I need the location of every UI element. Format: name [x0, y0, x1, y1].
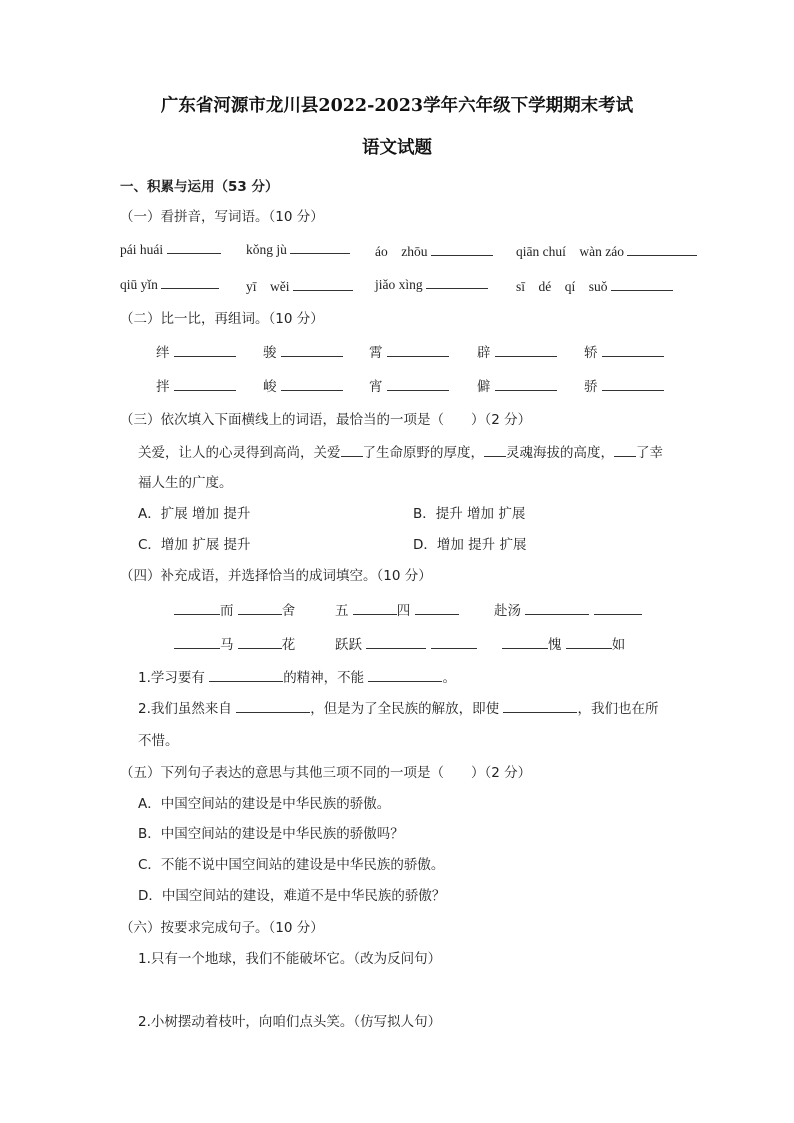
section-heading: 一、积累与运用（53 分）: [120, 179, 279, 195]
q3-option-c[interactable]: C．增加 扩展 提升: [138, 537, 251, 553]
answer-blank[interactable]: [368, 668, 442, 682]
page-subtitle: 语文试题: [362, 138, 432, 158]
character: 骏: [263, 345, 277, 361]
pinyin: pái huái: [120, 242, 164, 257]
answer-blank[interactable]: [484, 443, 506, 457]
pinyin: sī dé qí suǒ: [516, 279, 608, 294]
character: 峻: [263, 379, 277, 395]
q6-heading: （六）按要求完成句子。（10 分）: [120, 920, 324, 936]
answer-blank[interactable]: [525, 601, 589, 615]
answer-blank[interactable]: [602, 343, 664, 357]
character: 霄: [369, 345, 383, 361]
answer-blank[interactable]: [431, 242, 493, 256]
answer-blank[interactable]: [209, 668, 283, 682]
answer-blank[interactable]: [238, 601, 282, 615]
q3-heading: （三）依次填入下面横线上的词语，最恰当的一项是（ ）（2 分）: [120, 412, 532, 428]
answer-blank[interactable]: [503, 699, 577, 713]
q3-option-b[interactable]: B．提升 增加 扩展: [413, 506, 526, 522]
page-title: 广东省河源市龙川县2022-2023学年六年级下学期期末考试: [160, 96, 634, 116]
answer-blank[interactable]: [611, 277, 673, 291]
answer-blank[interactable]: [602, 377, 664, 391]
answer-blank[interactable]: [293, 277, 353, 291]
character: 宵: [369, 379, 383, 395]
character: 骄: [584, 379, 598, 395]
q5-option-d[interactable]: D．中国空间站的建设，难道不是中华民族的骄傲？: [138, 888, 446, 904]
q4-sentence-1: 1.学习要有 的精神，不能 。: [138, 670, 456, 686]
q5-option-b[interactable]: B．中国空间站的建设是中华民族的骄傲吗？: [138, 826, 404, 842]
q6-item-2: 2.小树摆动着枝叶，向咱们点头笑。（仿写拟人句）: [138, 1014, 442, 1030]
answer-blank[interactable]: [387, 343, 449, 357]
answer-blank[interactable]: [167, 240, 221, 254]
q3-stem: 关爱，让人的心灵得到高尚，关爱 了生命原野的厚度， 灵魂海拔的高度， 了幸: [138, 445, 663, 461]
q4-sentence-2-cont: 不惜。: [138, 733, 179, 749]
q4-sentence-2: 2.我们虽然来自 ，但是为了全民族的解放，即使 ，我们也在所: [138, 701, 659, 717]
answer-blank[interactable]: [566, 635, 612, 649]
q3-option-a[interactable]: A．扩展 增加 提升: [138, 506, 251, 522]
pinyin: qiū yǐn: [120, 277, 158, 292]
pinyin: qiān chuí wàn záo: [516, 244, 624, 259]
answer-blank[interactable]: [281, 377, 343, 391]
q2-heading: （二）比一比，再组词。（10 分）: [120, 311, 324, 327]
answer-blank[interactable]: [236, 699, 310, 713]
answer-blank[interactable]: [174, 377, 236, 391]
q6-item-1: 1.只有一个地球，我们不能破坏它。（改为反问句）: [138, 951, 442, 967]
answer-blank[interactable]: [341, 443, 363, 457]
answer-blank[interactable]: [174, 601, 220, 615]
answer-blank[interactable]: [495, 343, 557, 357]
character: 辟: [477, 345, 491, 361]
answer-blank[interactable]: [174, 343, 236, 357]
answer-blank[interactable]: [415, 601, 459, 615]
q5-option-a[interactable]: A．中国空间站的建设是中华民族的骄傲。: [138, 796, 391, 812]
q3-option-d[interactable]: D．增加 提升 扩展: [413, 537, 527, 553]
character: 拌: [156, 379, 170, 395]
answer-blank[interactable]: [161, 275, 219, 289]
pinyin: kǒng jù: [246, 242, 287, 257]
answer-blank[interactable]: [614, 443, 636, 457]
answer-blank[interactable]: [426, 275, 488, 289]
answer-blank[interactable]: [281, 343, 343, 357]
q1-heading: （一）看拼音，写词语。（10 分）: [120, 209, 324, 225]
character: 轿: [584, 345, 598, 361]
character: 僻: [477, 379, 491, 395]
answer-blank[interactable]: [502, 635, 548, 649]
q5-heading: （五）下列句子表达的意思与其他三项不同的一项是（ ）（2 分）: [120, 765, 532, 781]
answer-blank[interactable]: [290, 240, 350, 254]
pinyin: áo zhōu: [375, 244, 428, 259]
answer-blank[interactable]: [495, 377, 557, 391]
q5-option-c[interactable]: C．不能不说中国空间站的建设是中华民族的骄傲。: [138, 857, 445, 873]
answer-blank[interactable]: [174, 635, 220, 649]
answer-blank[interactable]: [594, 601, 642, 615]
answer-blank[interactable]: [431, 635, 477, 649]
answer-blank[interactable]: [627, 242, 697, 256]
character: 绊: [156, 345, 170, 361]
answer-blank[interactable]: [387, 377, 449, 391]
q3-stem-cont: 福人生的广度。: [138, 475, 233, 491]
pinyin: yī wěi: [246, 279, 290, 294]
answer-blank[interactable]: [366, 635, 426, 649]
pinyin: jiǎo xìng: [375, 277, 423, 292]
answer-blank[interactable]: [238, 635, 282, 649]
q4-heading: （四）补充成语，并选择恰当的成词填空。（10 分）: [120, 568, 432, 584]
answer-blank[interactable]: [353, 601, 397, 615]
